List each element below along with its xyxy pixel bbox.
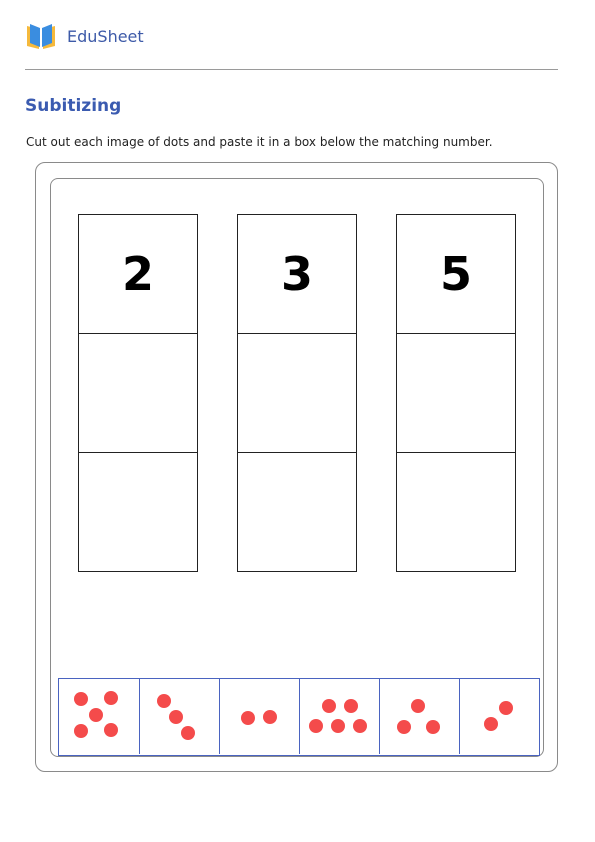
- open-book-icon: [25, 22, 57, 50]
- paste-box: [237, 452, 357, 572]
- dot-card[interactable]: [459, 679, 539, 754]
- dot-card[interactable]: [139, 679, 219, 754]
- number-label: 3: [280, 247, 313, 301]
- number-box: [237, 214, 357, 334]
- dot-card[interactable]: [219, 679, 299, 754]
- number-label: 5: [439, 247, 472, 301]
- header-divider: [25, 69, 558, 70]
- paste-box: [396, 452, 516, 572]
- dots-three-icon: [380, 679, 460, 754]
- number-label: 2: [121, 247, 154, 301]
- dot-card[interactable]: [379, 679, 459, 754]
- paste-box: [396, 333, 516, 453]
- number-column-2: [78, 214, 198, 572]
- dots-two-icon: [220, 679, 300, 754]
- dots-five-icon: [59, 679, 139, 754]
- dots-three-icon: [140, 679, 220, 754]
- dots-five-icon: [300, 679, 380, 754]
- number-column-5: [396, 214, 516, 572]
- number-box: [78, 214, 198, 334]
- dots-two-icon: [460, 679, 540, 754]
- paste-box: [78, 333, 198, 453]
- worksheet-title: Subitizing: [25, 96, 122, 116]
- dot-card-strip: [58, 678, 540, 756]
- worksheet-instructions: Cut out each image of dots and paste it in a box below the matching number.: [26, 135, 493, 149]
- number-box: [396, 214, 516, 334]
- brand-name: EduSheet: [67, 27, 144, 46]
- paste-box: [237, 333, 357, 453]
- number-column-3: [237, 214, 357, 572]
- dot-card[interactable]: [59, 679, 139, 754]
- paste-box: [78, 452, 198, 572]
- dot-card[interactable]: [299, 679, 379, 754]
